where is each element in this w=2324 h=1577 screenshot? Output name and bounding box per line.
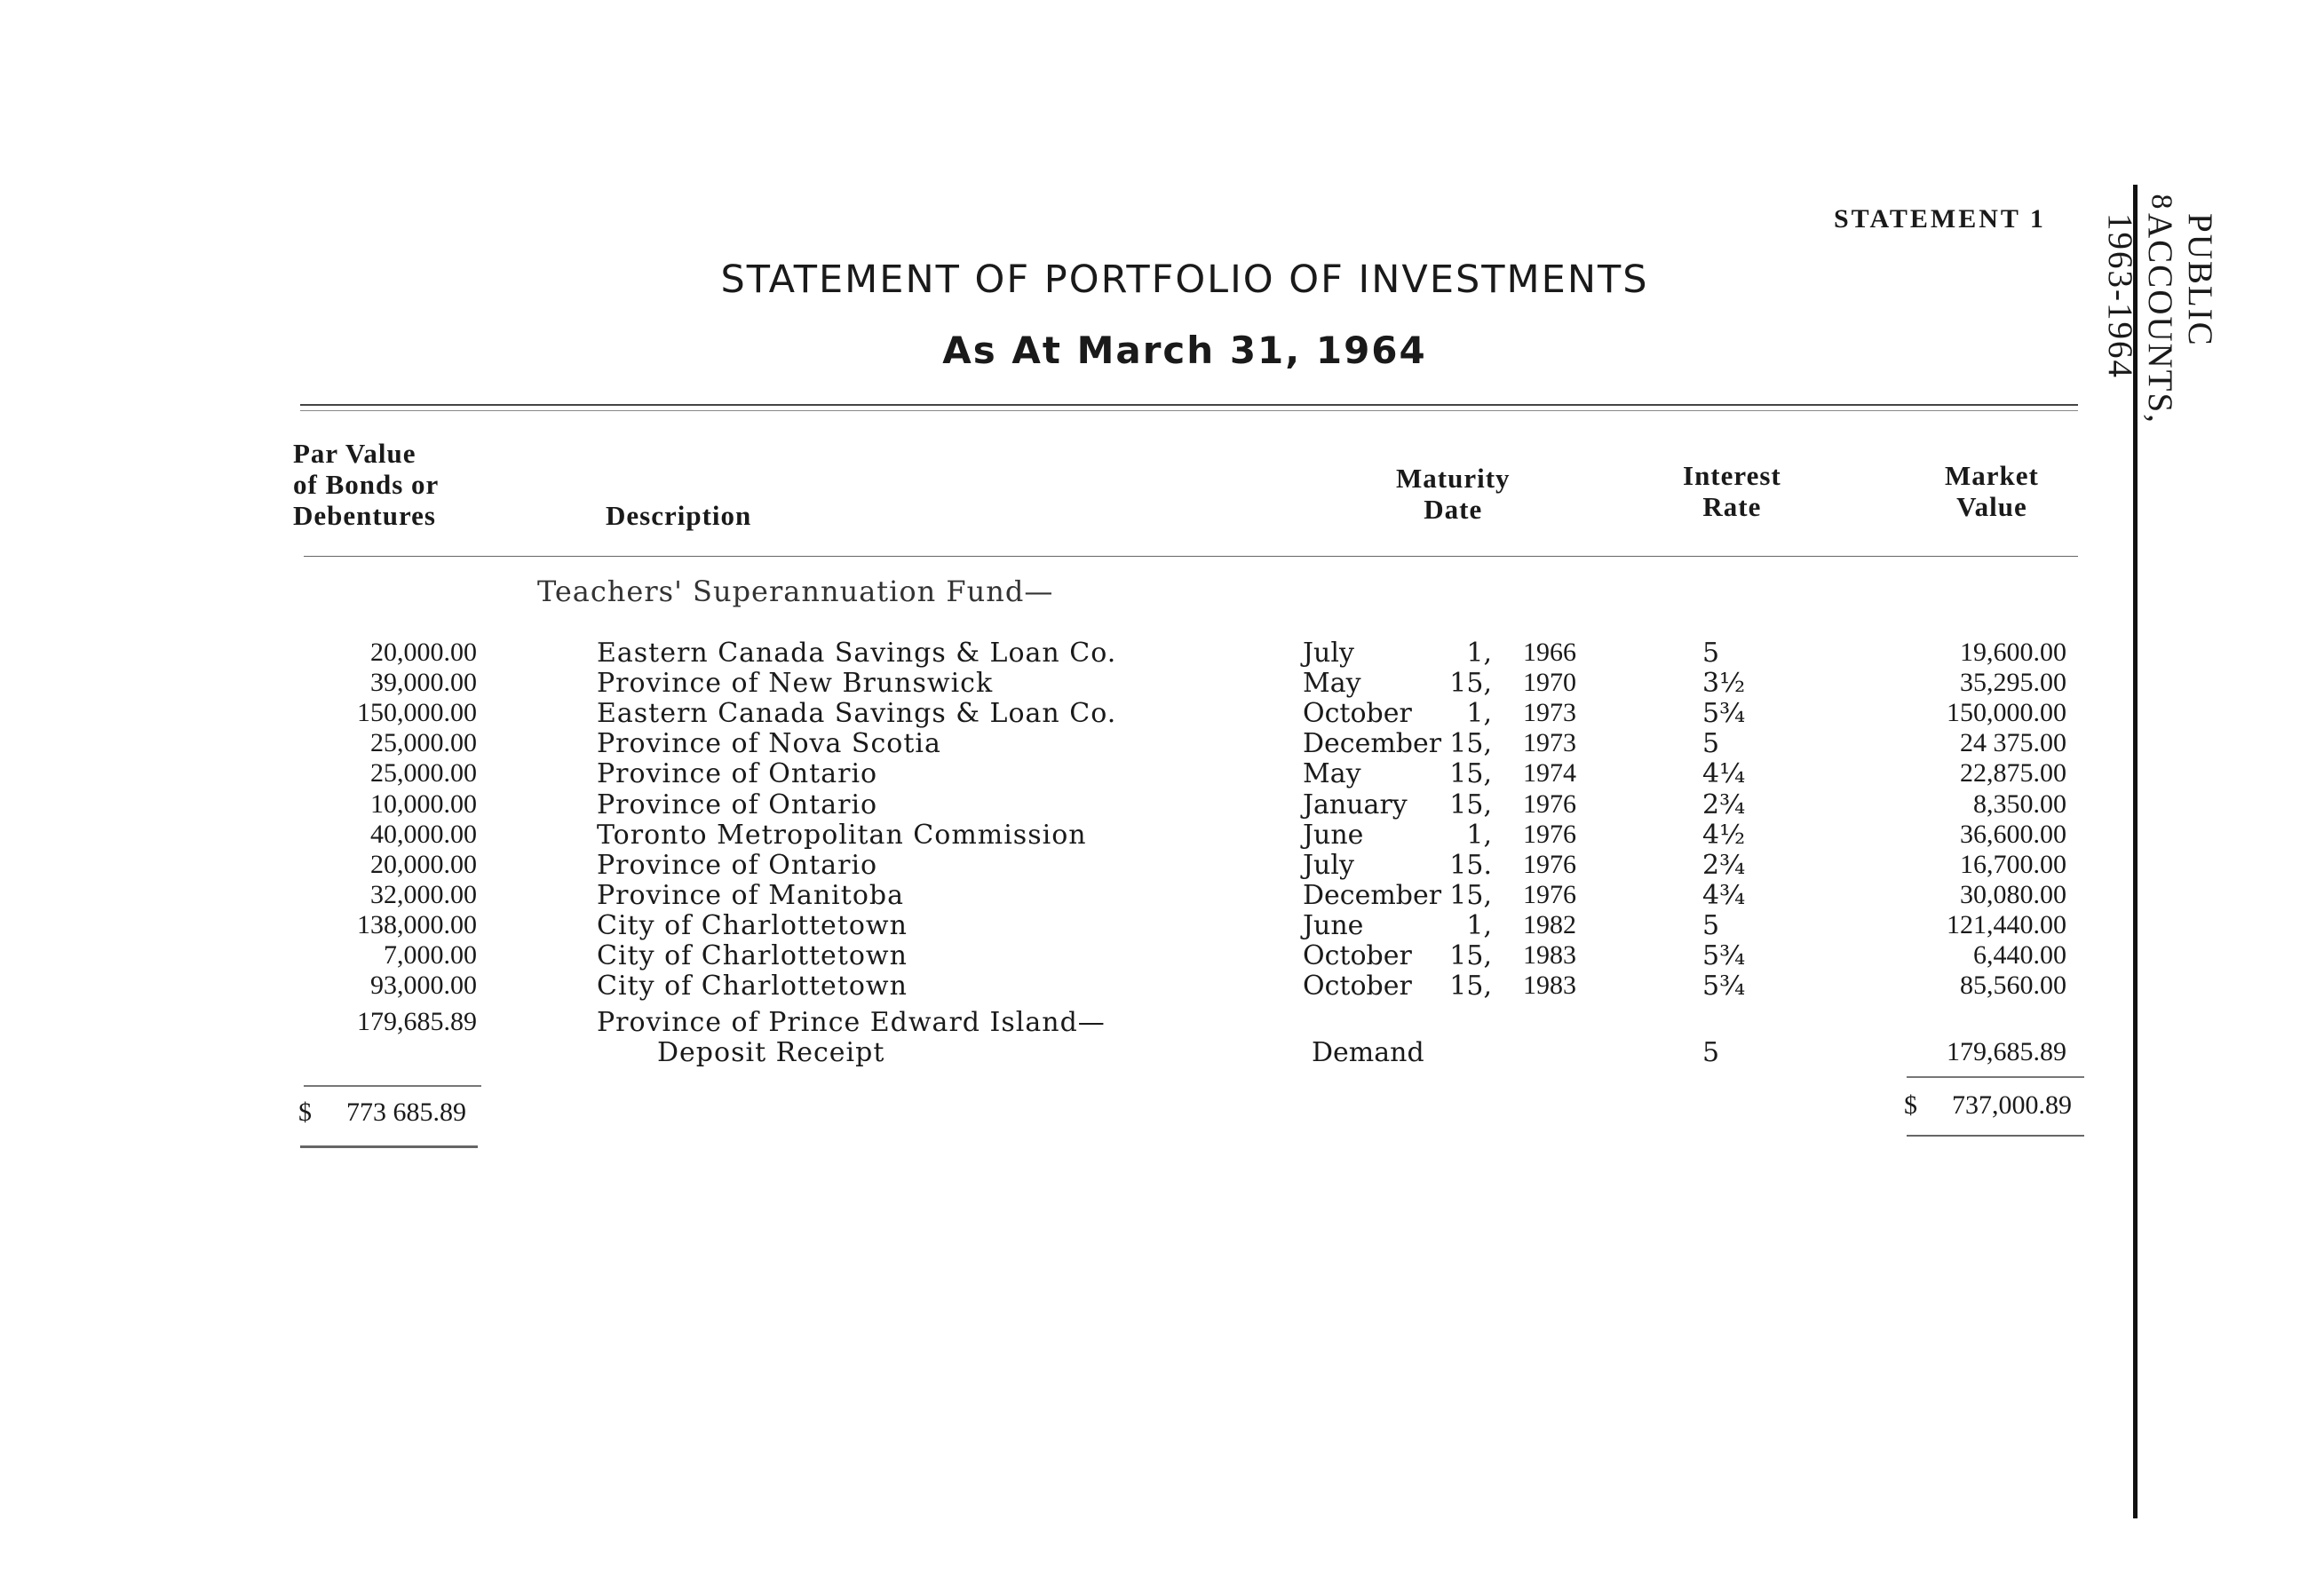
maturity-month: May [1303, 668, 1361, 700]
market-value: 150,000.00 [1947, 698, 2066, 728]
interest-rate: 5 [1702, 728, 1720, 760]
maturity-year: 1976 [1523, 879, 1576, 909]
top-rule-2 [300, 410, 2078, 411]
market-value: 8,350.00 [1973, 788, 2066, 819]
maturity-month: July [1303, 638, 1354, 669]
description-cont: Deposit Receipt [657, 1037, 885, 1068]
header-rule [304, 556, 2078, 557]
maturity-year: 1973 [1523, 728, 1576, 758]
table-row [0, 880, 2131, 910]
page-number: 8 [2145, 194, 2178, 210]
maturity-day: 15, [1449, 728, 1492, 760]
description: Toronto Metropolitan Commission [597, 819, 1087, 851]
market-total: 737,000.89 [1952, 1090, 2072, 1120]
market-value: 179,685.89 [1947, 1037, 2066, 1066]
market-value: 6,440.00 [1973, 940, 2066, 970]
interest-rate: 3½ [1702, 668, 1746, 700]
top-rule [300, 404, 2078, 406]
maturity-day: 1, [1466, 909, 1492, 941]
maturity-month: October [1303, 971, 1412, 1002]
interest-rate: 5 [1702, 1037, 1720, 1068]
header-interest-rate [1683, 460, 1781, 522]
maturity-year: 1973 [1523, 698, 1576, 728]
description: Province of Ontario [597, 788, 878, 820]
market-value: 19,600.00 [1960, 638, 2066, 667]
page-title: STATEMENT OF PORTFOLIO OF INVESTMENTS [720, 258, 1649, 302]
description: Province of Ontario [597, 758, 878, 790]
table-row [0, 789, 2131, 820]
par-total-currency: $ [298, 1098, 312, 1127]
description: City of Charlottetown [597, 940, 908, 971]
header-par-line3: Debentures [293, 500, 436, 531]
table-row [0, 910, 2131, 940]
side-title: PUBLIC ACCOUNTS, 1963-1964 [2101, 213, 2219, 424]
maturity-month: December [1303, 879, 1442, 911]
maturity-day: 1, [1466, 698, 1492, 730]
header-maturity-date [1396, 463, 1511, 525]
table-row [0, 728, 2131, 758]
table-row [0, 820, 2131, 850]
maturity-day: 15, [1449, 879, 1492, 911]
maturity-month: July [1303, 849, 1354, 881]
maturity-year: 1970 [1523, 668, 1576, 698]
par-value: 179,685.89 [357, 1007, 477, 1036]
interest-rate: 5 [1702, 638, 1720, 669]
interest-rate: 2¾ [1702, 849, 1746, 881]
par-value: 40,000.00 [370, 819, 477, 849]
table-row [0, 758, 2131, 788]
maturity-year: 1982 [1523, 909, 1576, 939]
interest-rate: 5¾ [1702, 971, 1746, 1002]
par-value: 10,000.00 [370, 788, 477, 819]
market-value: 36,600.00 [1960, 819, 2066, 849]
description: Eastern Canada Savings & Loan Co. [597, 638, 1117, 669]
header-interest-line2: Rate [1702, 491, 1762, 522]
description: Province of Manitoba [597, 879, 904, 911]
market-total-currency: $ [1904, 1090, 1917, 1120]
interest-rate: 5¾ [1702, 940, 1746, 971]
table-row [0, 850, 2131, 880]
par-total-rule [304, 1085, 481, 1087]
description: Province of Nova Scotia [597, 728, 941, 760]
market-total-double-rule [1907, 1135, 2084, 1137]
description: City of Charlottetown [597, 909, 908, 941]
table-row [0, 638, 2131, 668]
par-total-double-rule [300, 1145, 478, 1148]
maturity-year: 1976 [1523, 849, 1576, 879]
maturity-year: 1983 [1523, 940, 1576, 970]
market-value: 24 375.00 [1960, 728, 2066, 758]
description: Province of Prince Edward Island— [597, 1007, 1106, 1038]
market-value: 22,875.00 [1960, 758, 2066, 788]
par-total: 773 685.89 [346, 1098, 466, 1127]
market-value: 35,295.00 [1960, 668, 2066, 698]
par-value: 150,000.00 [357, 698, 477, 728]
maturity-day: 15, [1449, 971, 1492, 1002]
header-par-line2: of Bonds or [293, 469, 440, 500]
maturity-date: Demand [1312, 1037, 1424, 1068]
table-row-last [0, 1007, 2131, 1037]
par-value: 20,000.00 [370, 849, 477, 879]
interest-rate: 5 [1702, 909, 1720, 941]
header-market-value [1945, 460, 2039, 522]
section-title: Teachers' Superannuation Fund— [537, 575, 1054, 608]
maturity-month: October [1303, 940, 1412, 971]
maturity-month: June [1303, 819, 1364, 851]
maturity-year: 1976 [1523, 788, 1576, 819]
maturity-year: 1976 [1523, 819, 1576, 849]
description: Province of New Brunswick [597, 668, 994, 700]
header-market-line2: Value [1956, 491, 2027, 522]
market-total-rule [1907, 1076, 2084, 1078]
maturity-year: 1974 [1523, 758, 1576, 788]
maturity-year: 1966 [1523, 638, 1576, 667]
description: Eastern Canada Savings & Loan Co. [597, 698, 1117, 730]
interest-rate: 4¾ [1702, 879, 1746, 911]
maturity-month: October [1303, 698, 1412, 730]
par-value: 138,000.00 [357, 909, 477, 939]
maturity-day: 15, [1449, 668, 1492, 700]
header-description: Description [606, 500, 752, 531]
par-value: 20,000.00 [370, 638, 477, 667]
maturity-month: June [1303, 909, 1364, 941]
market-value: 30,080.00 [1960, 879, 2066, 909]
market-value: 121,440.00 [1947, 909, 2066, 939]
description: Province of Ontario [597, 849, 878, 881]
maturity-day: 1, [1466, 638, 1492, 669]
maturity-month: January [1303, 788, 1408, 820]
par-value: 39,000.00 [370, 668, 477, 698]
table-row [0, 668, 2131, 698]
interest-rate: 5¾ [1702, 698, 1746, 730]
maturity-day: 15. [1449, 849, 1492, 881]
table-row [0, 698, 2131, 728]
statement-label: STATEMENT 1 [1834, 204, 2046, 234]
header-market-line1: Market [1945, 460, 2039, 491]
header-par-line1: Par Value [293, 438, 416, 469]
page-subtitle: As At March 31, 1964 [942, 329, 1427, 372]
table-row [0, 971, 2131, 1001]
table-row [0, 940, 2131, 971]
table-row-last-cont [0, 1037, 2131, 1067]
interest-rate: 2¾ [1702, 788, 1746, 820]
maturity-day: 15, [1449, 788, 1492, 820]
par-value: 93,000.00 [370, 971, 477, 1001]
header-par-value [293, 438, 439, 531]
maturity-year: 1983 [1523, 971, 1576, 1001]
maturity-day: 15, [1449, 940, 1492, 971]
maturity-month: May [1303, 758, 1361, 790]
par-value: 32,000.00 [370, 879, 477, 909]
interest-rate: 4¼ [1702, 758, 1746, 790]
maturity-day: 15, [1449, 758, 1492, 790]
par-value: 25,000.00 [370, 728, 477, 758]
par-value: 7,000.00 [384, 940, 477, 970]
market-value: 85,560.00 [1960, 971, 2066, 1001]
maturity-month: December [1303, 728, 1442, 760]
maturity-day: 1, [1466, 819, 1492, 851]
par-value: 25,000.00 [370, 758, 477, 788]
header-interest-line1: Interest [1683, 460, 1781, 491]
interest-rate: 4½ [1702, 819, 1746, 851]
header-maturity-line2: Date [1424, 494, 1483, 525]
description: City of Charlottetown [597, 971, 908, 1002]
header-maturity-line1: Maturity [1396, 463, 1511, 494]
market-value: 16,700.00 [1960, 849, 2066, 879]
